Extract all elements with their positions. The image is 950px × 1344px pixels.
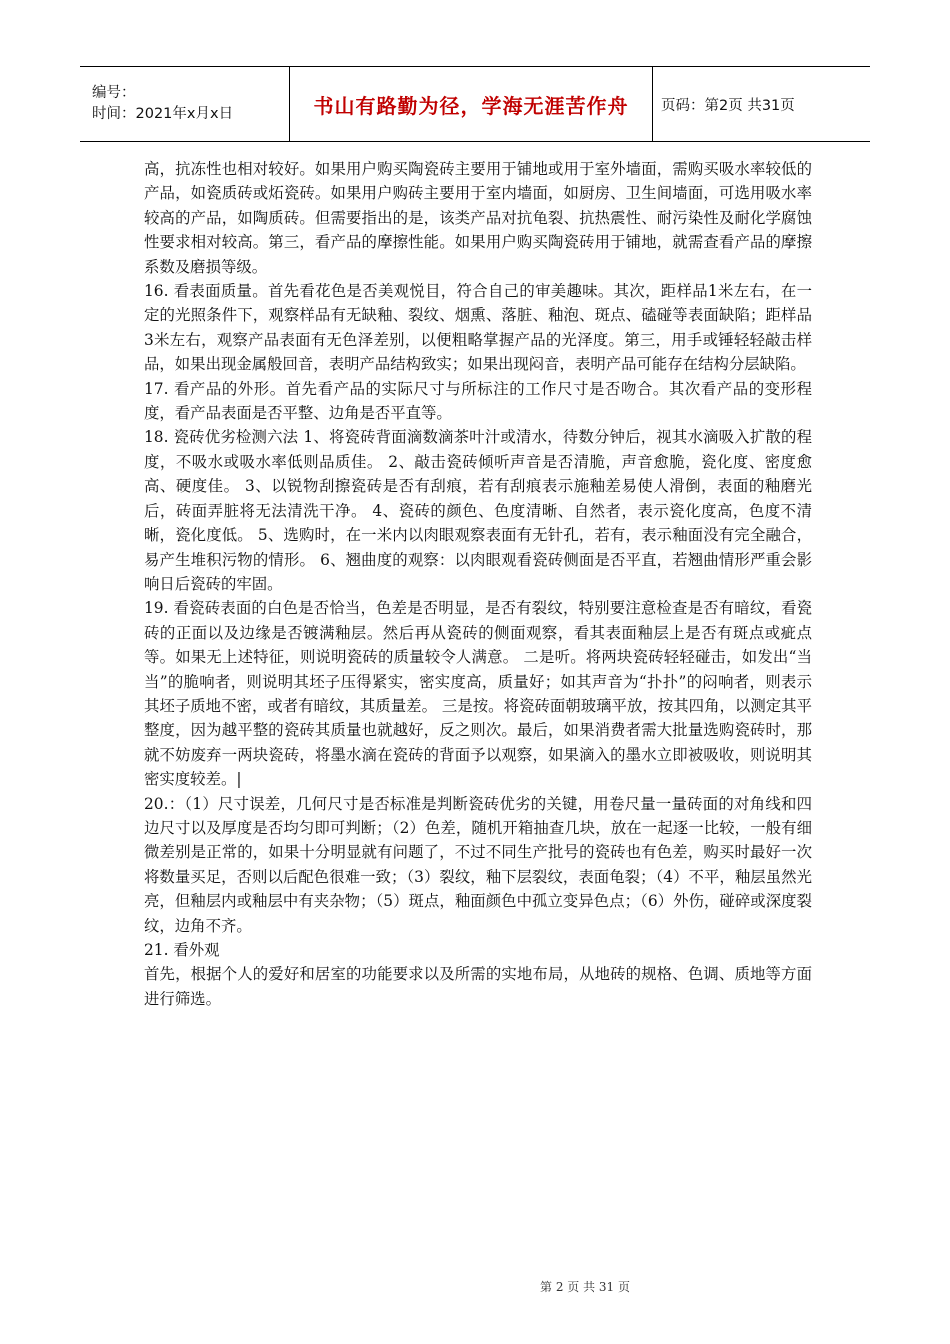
document-number-label: 编号： xyxy=(92,85,136,101)
paragraph: 20.：（1）尺寸误差，几何尺寸是否标准是判断瓷砖优劣的关键，用卷尺量一量砖面的对角线和四边尺寸以及厚度是否均匀即可判断；（2）色差，随机开箱抽查几块，放在一起逐一比较，一般有细微差别是正常的，如果十分明显就有问题了，不过不同生产批号的瓷砖也有色差，购买时最好一次将数量买足，否则以后配色很难一致；（3）裂纹，釉下层裂纹，表面龟裂；（4）不平，釉层虽然光亮，但釉层内或釉层中有夹杂物；（5）斑点，釉面颜色中孤立变异色点；（6）外伤，碰碎或深度裂纹，边角不齐。 xyxy=(144,794,812,935)
header-meta xyxy=(80,67,290,141)
paragraph: 16. 看表面质量。首先看花色是否美观悦目，符合自己的审美趣味。其次，距样品1米左右，在一定的光照条件下，观察样品有无缺釉、裂纹、烟熏、落脏、釉泡、斑点、磕碰等表面缺陷；距样品3米左右，观察产品表面有无色泽差别，以便粗略掌握产品的光泽度。第三，用手或锤轻轻敲击样品，如果出现金属般回音，表明产品结构致实；如果出现闷音，表明产品可能存在结构分层缺陷。 xyxy=(144,282,812,374)
page-header xyxy=(80,66,870,142)
header-page-code: 页码：第2页 共31页 xyxy=(661,97,795,114)
paragraph: 18. 瓷砖优劣检测六法 1、将瓷砖背面滴数滴茶叶汁或清水，待数分钟后，视其水滴吸入扩散的程度，不吸水或吸水率低则品质佳。 2、敲击瓷砖倾听声音是否清脆，声音愈脆，瓷化度、密度愈高、硬度佳。 3、以锐物刮擦瓷砖是否有刮痕，若有刮痕表示施釉差易使人滑倒，表面的釉磨光后，砖面弄脏将无法清洗干净。 4、瓷砖的颜色、色度清晰、自然者，表示瓷化度高，色度不清晰，瓷化度低。 5、选购时，在一米内以肉眼观察表面有无针孔，若有，表示釉面没有完全融合，易产生堆积污物的情形。 6、翘曲度的观察：以肉眼观看瓷砖侧面是否平直，若翘曲情形严重会影响日后瓷砖的牢固。 xyxy=(144,428,812,593)
paragraph: 高，抗冻性也相对较好。如果用户购买陶瓷砖主要用于铺地或用于室外墙面，需购买吸水率较低的产品，如瓷质砖或炻瓷砖。如果用户购砖主要用于室内墙面，如厨房、卫生间墙面，可选用吸水率较高的产品，如陶质砖。但需要指出的是，该类产品对抗龟裂、抗热震性、耐污染性及耐化学腐蚀性要求相对较高。第三，看产品的摩擦性能。如果用户购买陶瓷砖用于铺地，就需查看产品的摩擦系数及磨损等级。 xyxy=(144,160,812,276)
header-motto: 书山有路勤为径，学海无涯苦作舟 xyxy=(290,67,653,141)
footer-page-number: 第 2 页 共 31 页 xyxy=(540,1280,630,1294)
paragraph: 首先，根据个人的爱好和居室的功能要求以及所需的实地布局，从地砖的规格、色调、质地等方面进行筛选。 xyxy=(144,965,812,1008)
section-heading: 21. 看外观 xyxy=(144,941,220,959)
document-body xyxy=(144,157,812,1011)
paragraph: 19. 看瓷砖表面的白色是否恰当，色差是否明显，是否有裂纹，特别要注意检查是否有暗纹，看瓷砖的正面以及边缘是否镀满釉层。然后再从瓷砖的侧面观察，看其表面釉层上是否有斑点或疵点等。如果无上述特征，则说明瓷砖的质量较令人满意。 二是听。将两块瓷砖轻轻碰击，如发出“当当”的脆响者，则说明其坯子压得紧实，密实度高，质量好；如其声音为“扑扑”的闷响者，则表示其坯子质地不密，或者有暗纹，其质量差。 三是按。将瓷砖面朝玻璃平放，按其四角，以测定其平整度，因为越平整的瓷砖其质量也就越好，反之则次。最后，如果消费者需大批量选购瓷砖时，那就不妨废弃一两块瓷砖，将墨水滴在瓷砖的背面予以观察，如果滴入的墨水立即被吸收，则说明其密实度较差。| xyxy=(144,599,812,789)
document-time-label: 时间：2021年x月x日 xyxy=(92,106,234,122)
paragraph: 17. 看产品的外形。首先看产品的实际尺寸与所标注的工作尺寸是否吻合。其次看产品的变形程度，看产品表面是否平整、边角是否平直等。 xyxy=(144,379,812,423)
